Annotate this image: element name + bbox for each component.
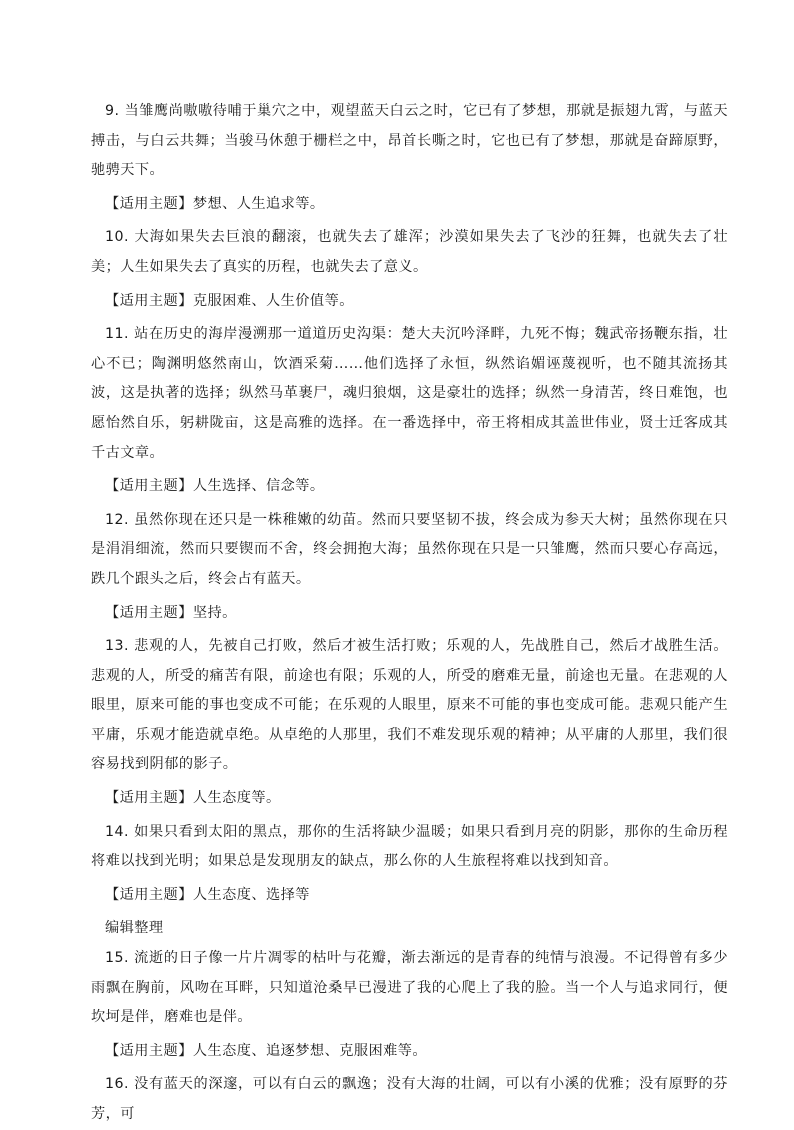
theme-tag: 【适用主题】梦想、人生追求等。 xyxy=(105,195,325,212)
item-11 xyxy=(91,320,728,502)
theme-tag: 【适用主题】人生态度等。 xyxy=(105,790,281,807)
item-9 xyxy=(91,97,728,219)
item-text: 9. 当雏鹰尚嗷嗷待哺于巢穴之中，观望蓝天白云之时，它已有了梦想，那就是振翅九霄，与蓝天搏击，与白云共舞；当骏马休憩于栅栏之中，昂首长嘶之时，它也已有了梦想，那就是奋蹄原野，驰骋天下。 xyxy=(91,103,728,179)
theme-tag: 【适用主题】坚持。 xyxy=(105,604,237,621)
item-12 xyxy=(91,506,728,628)
item-10 xyxy=(91,223,728,316)
item-13 xyxy=(91,632,728,814)
item-text: 16. 没有蓝天的深邃，可以有白云的飘逸；没有大海的壮阔，可以有小溪的优雅；没有原野的芬芳，可 xyxy=(91,1076,728,1122)
item-text: 11. 站在历史的海岸漫溯那一道道历史沟渠：楚大夫沉吟泽畔，九死不悔；魏武帝扬鞭东指，壮心不已；陶渊明悠然南山，饮酒采菊……他们选择了永恒，纵然谄媚诬蔑视听，也不随其流扬其波，这是执著的选择；纵然马革裹尸，魂归狼烟，这是豪壮的选择；纵然一身清苦，终日难饱，也愿怡然自乐，躬耕陇亩，这是高雅的选择。在一番选择中，帝王将相成其盖世伟业，贤士迁客成其千古文章。 xyxy=(91,326,728,461)
editor-note: 编辑整理 xyxy=(105,920,164,937)
item-text: 14. 如果只看到太阳的黑点，那你的生活将缺少温暖；如果只看到月亮的阴影，那你的生命历程将难以找到光明；如果总是发现朋友的缺点，那么你的人生旅程将难以找到知音。 xyxy=(91,823,728,870)
item-text: 12. 虽然你现在还只是一株稚嫩的幼苗。然而只要坚韧不拔，终会成为参天大树；虽然你现在只是涓涓细流，然而只要锲而不舍，终会拥抱大海；虽然你现在只是一只雏鹰，然而只要心存高远，跌几个跟头之后，终会占有蓝天。 xyxy=(91,511,728,587)
item-16 xyxy=(91,1070,728,1129)
item-text: 10. 大海如果失去巨浪的翻滚，也就失去了雄浑；沙漠如果失去了飞沙的狂舞，也就失去了壮美；人生如果失去了真实的历程，也就失去了意义。 xyxy=(91,229,728,275)
theme-tag: 【适用主题】人生态度、选择等 xyxy=(105,886,310,903)
item-14 xyxy=(91,818,728,911)
item-text: 15. 流逝的日子像一片片凋零的枯叶与花瓣，渐去渐远的是青春的纯情与浪漫。不记得曾有多少雨飘在胸前，风吻在耳畔，只知道沧桑早已漫进了我的心爬上了我的脸。当一个人与追求同行，便坎坷是伴，磨难也是伴。 xyxy=(91,950,728,1026)
item-15 xyxy=(91,944,728,1066)
theme-tag: 【适用主题】人生态度、追逐梦想、克服困难等。 xyxy=(105,1042,428,1059)
theme-tag: 【适用主题】人生选择、信念等。 xyxy=(105,478,325,495)
item-text: 13. 悲观的人，先被自己打败，然后才被生活打败；乐观的人，先战胜自己，然后才战胜生活。悲观的人，所受的痛苦有限，前途也有限；乐观的人，所受的磨难无量，前途也无量。在悲观的人眼里，原来可能的事也变成不可能；在乐观的人眼里，原来不可能的事也变成可能。悲观只能产生平庸，乐观才能造就卓绝。从卓绝的人那里，我们不难发现乐观的精神；从平庸的人那里，我们很容易找到阴郁的影子。 xyxy=(91,638,728,773)
theme-tag: 【适用主题】克服困难、人生价值等。 xyxy=(105,292,354,309)
